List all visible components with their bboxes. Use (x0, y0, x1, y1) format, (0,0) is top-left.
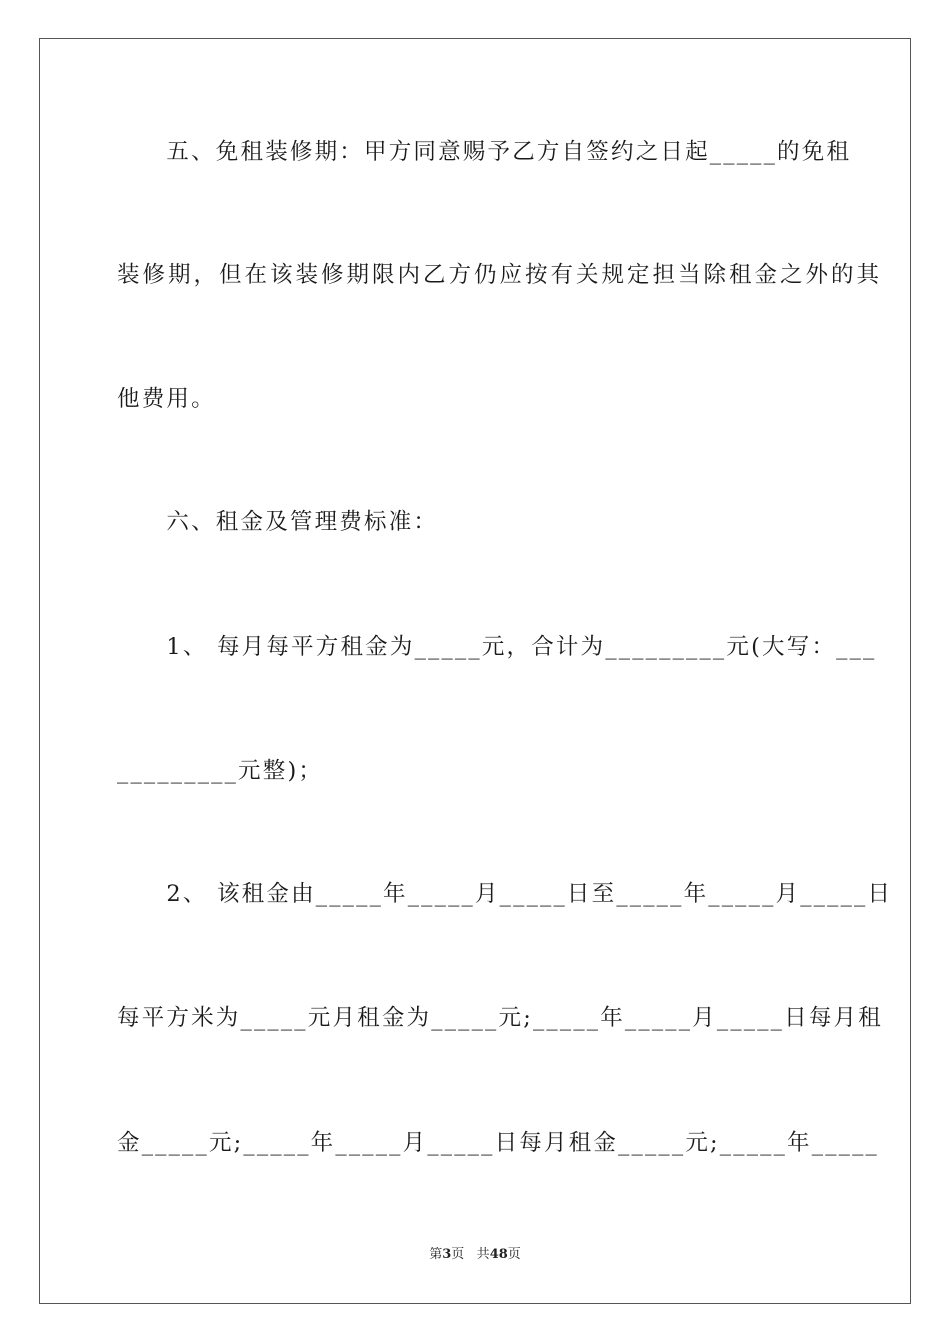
page-footer (0, 1246, 950, 1264)
footer-page-unit: 页 (451, 1247, 465, 1262)
footer-page-number: 3 (442, 1247, 452, 1262)
paragraph-5-line-1: 五、免租装修期：甲方同意赐予乙方自签约之日起_____的免租 (117, 139, 852, 165)
paragraph-5-line-2: 装修期，但在该装修期限内乙方仍应按有关规定担当除租金之外的其 (117, 262, 883, 288)
item-1-line-2: _________元整)； (117, 758, 324, 784)
item-2-line-1: 2、 该租金由_____年_____月_____日至_____年_____月_____日 (117, 881, 893, 907)
item-2-line-3: 金_____元;_____年_____月_____日每月租金_____元;_____年_____ (117, 1130, 880, 1156)
item-2-line-2: 每平方米为_____元月租金为_____元;_____年_____月_____日每月租 (117, 1005, 883, 1031)
footer-total-pages: 48 (489, 1247, 508, 1262)
section-6-heading: 六、租金及管理费标准： (117, 509, 439, 535)
item-1-line-1: 1、 每月每平方租金为_____元，合计为_________元(大写：___ (117, 634, 877, 660)
footer-total-prefix: 共 (476, 1247, 490, 1262)
footer-prefix: 第 (429, 1247, 443, 1262)
paragraph-5-line-3: 他费用。 (117, 386, 216, 412)
page-border (39, 38, 911, 1304)
footer-total-unit: 页 (507, 1247, 521, 1262)
